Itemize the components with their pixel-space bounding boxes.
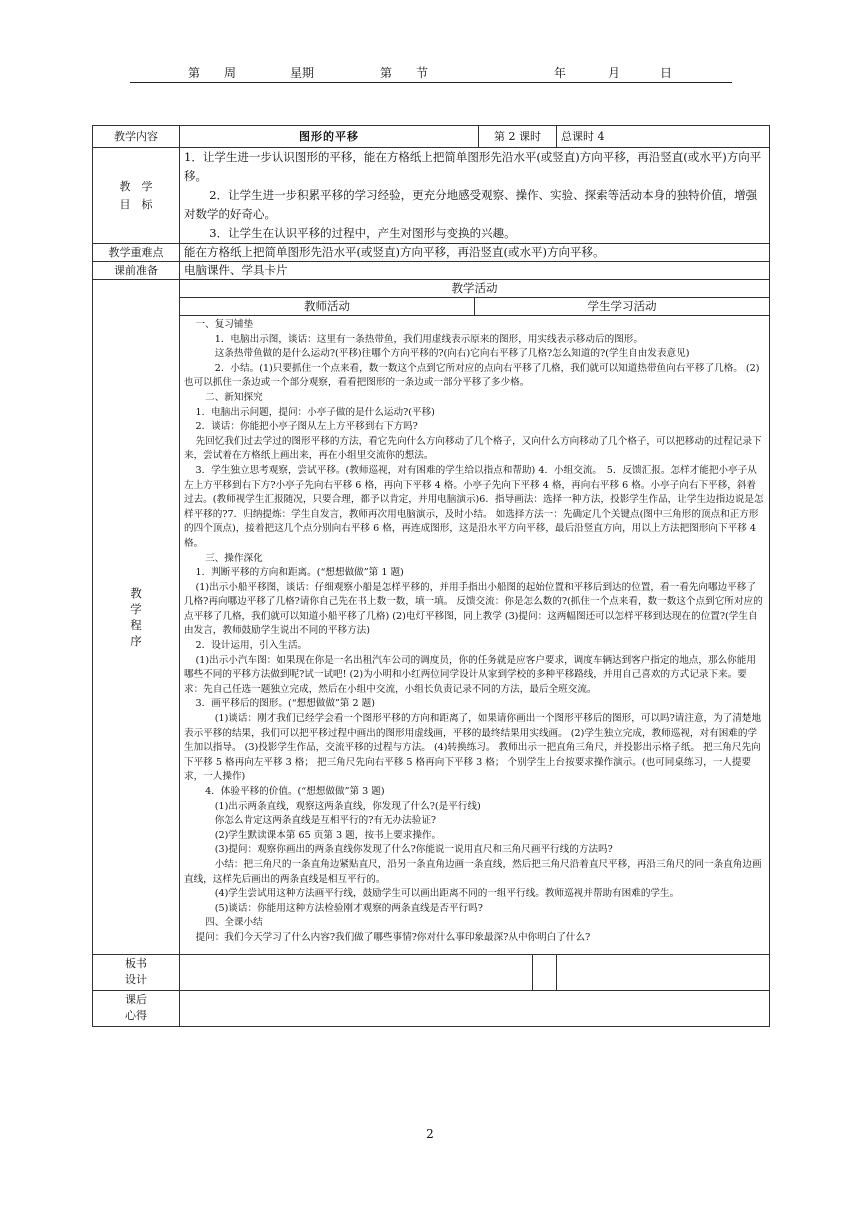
procedure-paragraph: 3．画平移后的图形。(“想想做做”第 2 题)	[195, 698, 376, 710]
procedure-char: 教	[130, 585, 142, 600]
prep-content: 电脑课件、学具卡片	[180, 262, 770, 280]
procedure-char: 程	[130, 617, 142, 632]
procedure-paragraph: (2)学生默读课本第 65 页第 3 题，按书上要求操作。	[214, 829, 442, 841]
content-label: 教学内容	[93, 126, 180, 148]
procedure-paragraph: 先回忆我们过去学过的图形平移的方法，看它先向什么方向移动了几个格子，又向什么方向移动了几个格子，可以把移动的过程记录下来，尝试着在方格纸上画出来，再在小组里交流你的想法。	[184, 435, 762, 462]
goals-label-line-1: 教 学	[119, 179, 153, 193]
goals-cell	[180, 148, 770, 244]
procedure-heading: 一、复习铺垫	[195, 319, 254, 330]
board-design-label	[93, 954, 180, 990]
lesson-number: 第 2 课时	[479, 126, 557, 148]
procedure-paragraph: (1)出示小汽车图：如果现在你是一名出租汽车公司的调度员，你的任务就是应客户要求，调度车辆达到客户指定的地点，那么你能用哪些不同的平移方法做到呢?试一试吧! (2)为小明和小红两位同学设计从家到学校的多种平移路线，并用自己喜欢的方式记录下来。要求：先自己任选一题独立完成，然后在小组中交流，小组长负责记录不同的方法，最后全班交流。	[184, 654, 756, 695]
goal-item: 2．让学生进一步积累平移的学习经验，更充分地感受观察、操作、实验、探索等活动本身的独特价值，增强对数学的好奇心。	[184, 188, 758, 221]
student-column-header: 学生学习活动	[475, 298, 770, 316]
board-design-cell-1	[180, 954, 533, 990]
procedure-heading: 二、新知探究	[205, 391, 263, 403]
procedure-paragraph: (5)谈话：你能用这种方法检验刚才观察的两条直线是否平行吗?	[214, 902, 483, 914]
header-month: 月	[608, 66, 621, 80]
procedure-paragraph: (1)出示两条直线，观察这两条直线，你发现了什么?(是平行线)	[214, 800, 481, 812]
procedure-body	[180, 316, 769, 954]
header-period: 第 节	[380, 66, 429, 80]
procedure-paragraph: 提问：我们今天学习了什么内容?我们做了哪些事情?你对什么事印象最深?从中你明白了什么?	[195, 931, 591, 943]
page-number: 2	[426, 1127, 434, 1141]
teacher-column-header: 教师活动	[180, 298, 475, 316]
lesson-plan-table	[92, 125, 770, 1027]
prep-label: 课前准备	[93, 262, 180, 280]
procedure-char: 学	[130, 601, 142, 616]
procedure-heading: 三、操作深化	[205, 552, 263, 564]
procedure-paragraph: 这条热带鱼做的是什么运动?(平移)往哪个方向平移的?(向右)它向右平移了几格?怎么知道的?(学生自由发表意见)	[214, 348, 690, 360]
goal-item: 3．让学生在认识平移的过程中，产生对图形与变换的兴趣。	[209, 226, 516, 240]
total-lessons: 总课时 4	[557, 126, 770, 148]
header-day: 日	[660, 66, 673, 80]
procedure-cell	[180, 280, 770, 955]
procedure-paragraph: 你怎么肯定这两条直线是互相平行的?有无办法验证?	[214, 815, 437, 827]
procedure-paragraph: 2．谈话：你能把小亭子图从左上方平移到右下方吗?	[195, 421, 418, 433]
reflection-label-line-2: 心得	[125, 1009, 147, 1023]
key-points-label: 教学重难点	[93, 244, 180, 262]
procedure-paragraph: (1)出示小船平移图，谈话：仔细观察小船是怎样平移的，并用手指出小船图的起始位置和平移后到达的位置，看一看先向哪边平移了几格?再向哪边平移了几格?请你自己先在书上数一数，填一填。 反馈交流：你是怎么数的?(抓住一个点来看，数一数这个点到它所对应的点平移了几格，我们就可以知道小船平移了几格) (2)电灯平移图，同上教学 (3)提问：这两幅图还可以怎样平移到达现在的位置?(学生自由发言，教师鼓励学生说出不同的平移方法)	[184, 581, 763, 637]
procedure-paragraph: (3)提问：观察你画出的两条直线你发现了什么?你能说一说用直尺和三角尺画平行线的方法吗?	[214, 844, 613, 856]
header-year: 年	[554, 66, 567, 80]
page-header	[130, 62, 732, 83]
procedure-paragraph: 小结：把三角尺的一条直角边紧贴直尺，沿另一条直角边画一条直线，然后把三角尺沿着直尺平移，再沿三角尺的同一条直角边画直线，这样先后画出的两条直线是相互平行的。	[184, 858, 762, 885]
board-design-cell-3	[557, 954, 770, 990]
procedure-paragraph: (1)谈话：刚才我们已经学会看一个图形平移的方向和距离了，如果请你画出一个图形平移后的图形，可以吗?请注意，为了清楚地表示平移的结果，我们可以把平移过程中画出的图形用虚线画，平移的最终结果用实线画。 (2)学生独立完成，教师巡视，对有困难的学生加以指导。 (3)投影学生作品，交流平移的过程与方法。 (4)转换练习。 教师出示一把直角三角尺，并投影出示格子纸。 把三角尺先向下平移 5 格再向左平移 3 格； 把三角尺先向右平移 5 格再向下平移 3 格； 个别学生上台按要求操作演示。(也可同桌练习，一人提要求，一人操作)	[184, 713, 762, 783]
reflection-label	[93, 990, 180, 1026]
procedure-paragraph: 1．电脑出示图，谈话：这里有一条热带鱼，我们用虚线表示原来的图形，用实线表示移动后的图形。	[214, 333, 643, 345]
lesson-title: 图形的平移	[180, 126, 479, 148]
reflection-cell	[180, 990, 770, 1026]
procedure-char: 序	[130, 633, 142, 648]
procedure-paragraph: 1．电脑出示问题，提问：小亭子做的是什么运动?(平移)	[195, 406, 435, 418]
board-label-line-2: 设计	[125, 973, 147, 987]
goals-label	[93, 148, 180, 244]
procedure-label	[93, 280, 180, 955]
procedure-heading: 四、全课小结	[205, 917, 263, 929]
procedure-paragraph: 2．小结。(1)只要抓住一个点来看，数一数这个点到它所对应的点向右平移了几格，我们就可以知道热带鱼向右平移了几格。 (2)也可以抓住一条边或一个部分观察，看看把图形的一条边或一部分平移了多少格。	[184, 362, 760, 389]
board-design-cell-2	[533, 954, 557, 990]
activity-header	[180, 280, 769, 316]
procedure-paragraph: 3．学生独立思考观察，尝试平移。(教师巡视，对有困难的学生给以指点和帮助) 4．小组交流。 5．反馈汇报。怎样才能把小亭子从左上方平移到右下方?小亭子先向右平移 6 格，再向下平移 4 格。小亭子先向下平移 4 格，再向右平移 6 格。小亭子向右下平移，斜着过去。(教师视学生汇报随况，只要合理，都予以肯定，并用电脑演示)6．指导画法：选择一种方法，投影学生作品，让学生边指边说是怎样平移的?7．归纳提炼：学生自发言，教师再次用电脑演示，及时小结。 如选择方法一：先确定几个关键点(图中三角形的顶点和正方形的四个顶点)，接着把这几个点分别向右平移 6 格，再连成图形，这是沿水平方向平移，最后沿竖直方向，用以上方法把图形向下平移 4 格。	[184, 464, 764, 549]
procedure-paragraph: 1．判断平移的方向和距离。(“想想做做”第 1 题)	[195, 567, 404, 579]
goals-label-line-2: 目 标	[119, 197, 153, 211]
key-points: 能在方格纸上把简单图形先沿水平(或竖直)方向平移，再沿竖直(或水平)方向平移。	[180, 244, 770, 262]
procedure-paragraph: 2．设计运用，引入生活。	[195, 640, 308, 652]
activity-title: 教学活动	[180, 280, 769, 298]
header-week: 第 周	[188, 66, 237, 80]
header-weekday: 星期	[290, 66, 315, 80]
goal-item: 1．让学生进一步认识图形的平移，能在方格纸上把简单图形先沿水平(或竖直)方向平移，再沿竖直(或水平)方向平移。	[184, 150, 762, 183]
procedure-paragraph: (4)学生尝试用这种方法画平行线，鼓励学生可以画出距离不同的一组平行线。教师巡视并帮助有困难的学生。	[214, 888, 680, 900]
reflection-label-line-1: 课后	[125, 993, 147, 1007]
procedure-paragraph: 4．体验平移的价值。(“想想做做”第 3 题)	[205, 786, 385, 797]
board-label-line-1: 板书	[125, 957, 147, 971]
